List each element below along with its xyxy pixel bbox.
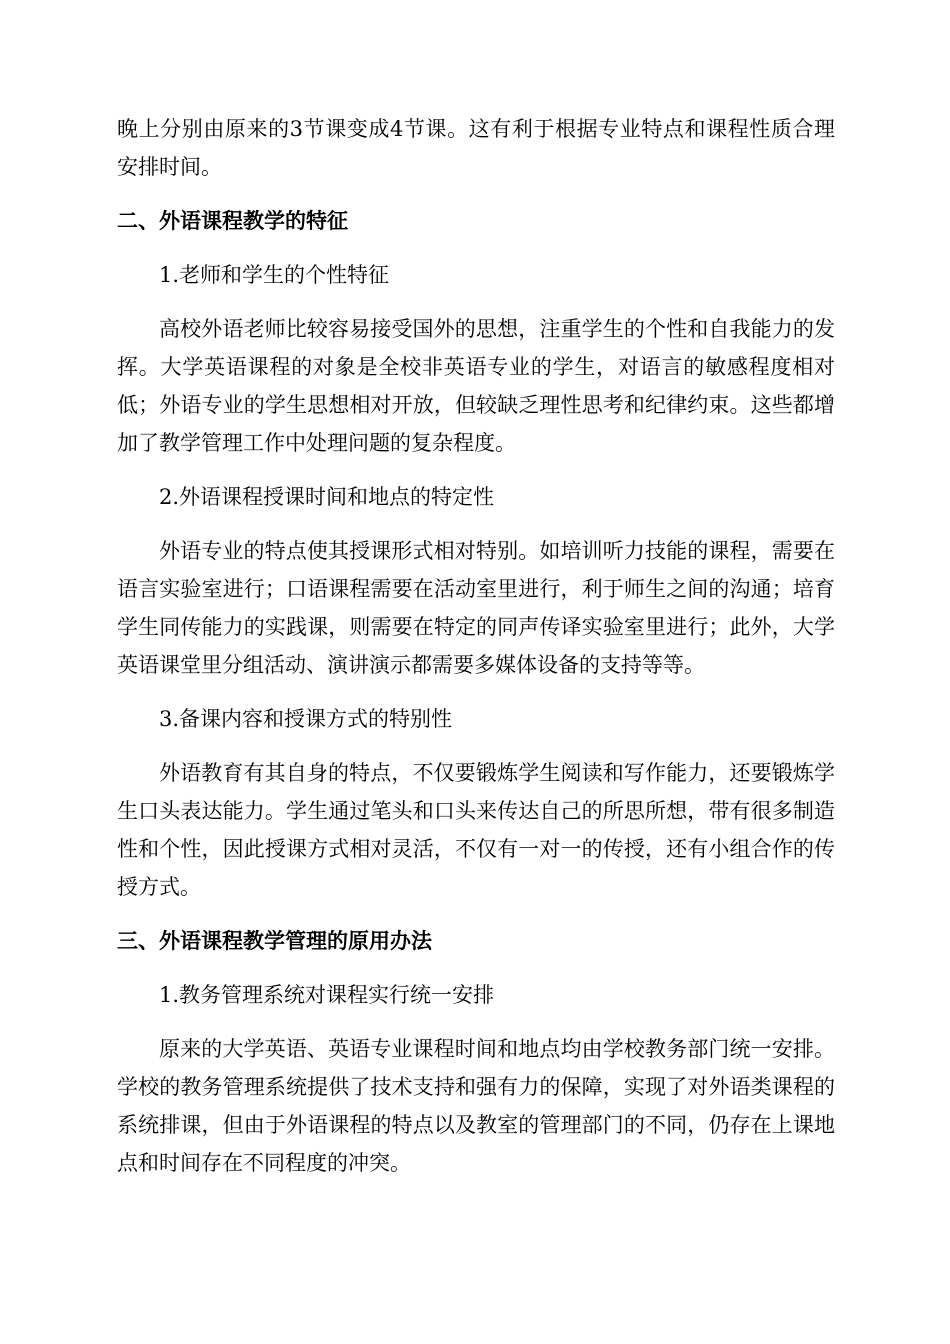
section-2-subheading-2: 2.外语课程授课时间和地点的特定性	[159, 485, 495, 509]
section-2-paragraph-1: 高校外语老师比较容易接受国外的思想，注重学生的个性和自我能力的发挥。大学英语课程的对象是全校非英语专业的学生，对语言的敏感程度相对低；外语专业的学生思想相对开放，但较缺乏理性思考和纪律约束。这些都增加了教学管理工作中处理问题的复杂程度。	[117, 317, 835, 455]
section-2-subheading-3: 3.备课内容和授课方式的特别性	[159, 707, 453, 731]
section-2-paragraph-3: 外语教育有其自身的特点，不仅要锻炼学生阅读和写作能力，还要锻炼学生口头表达能力。学生通过笔头和口头来传达自己的所思所想，带有很多制造性和个性，因此授课方式相对灵活，不仅有一对一的传授，还有小组合作的传授方式。	[117, 761, 835, 899]
section-3-paragraph-1: 原来的大学英语、英语专业课程时间和地点均由学校教务部门统一安排。学校的教务管理系统提供了技术支持和强有力的保障，实现了对外语类课程的系统排课，但由于外语课程的特点以及教室的管理部门的不同，仍存在上课地点和时间存在不同程度的冲突。	[117, 1037, 835, 1175]
intro-continuation-paragraph: 晚上分别由原来的3节课变成4节课。这有利于根据专业特点和课程性质合理安排时间。	[117, 117, 835, 179]
section-3-subheading-1: 1.教务管理系统对课程实行统一安排	[159, 983, 495, 1007]
document-body	[117, 110, 835, 1182]
section-2-paragraph-2: 外语专业的特点使其授课形式相对特别。如培训听力技能的课程，需要在语言实验室进行；口语课程需要在活动室里进行，利于师生之间的沟通；培育学生同传能力的实践课，则需要在特定的同声传译实验室里进行；此外，大学英语课堂里分组活动、演讲演示都需要多媒体设备的支持等等。	[117, 539, 835, 677]
section-2-subheading-1: 1.老师和学生的个性特征	[159, 263, 390, 287]
section-3-heading: 三、外语课程教学管理的原用办法	[117, 929, 432, 953]
section-2-heading: 二、外语课程教学的特征	[117, 209, 348, 233]
